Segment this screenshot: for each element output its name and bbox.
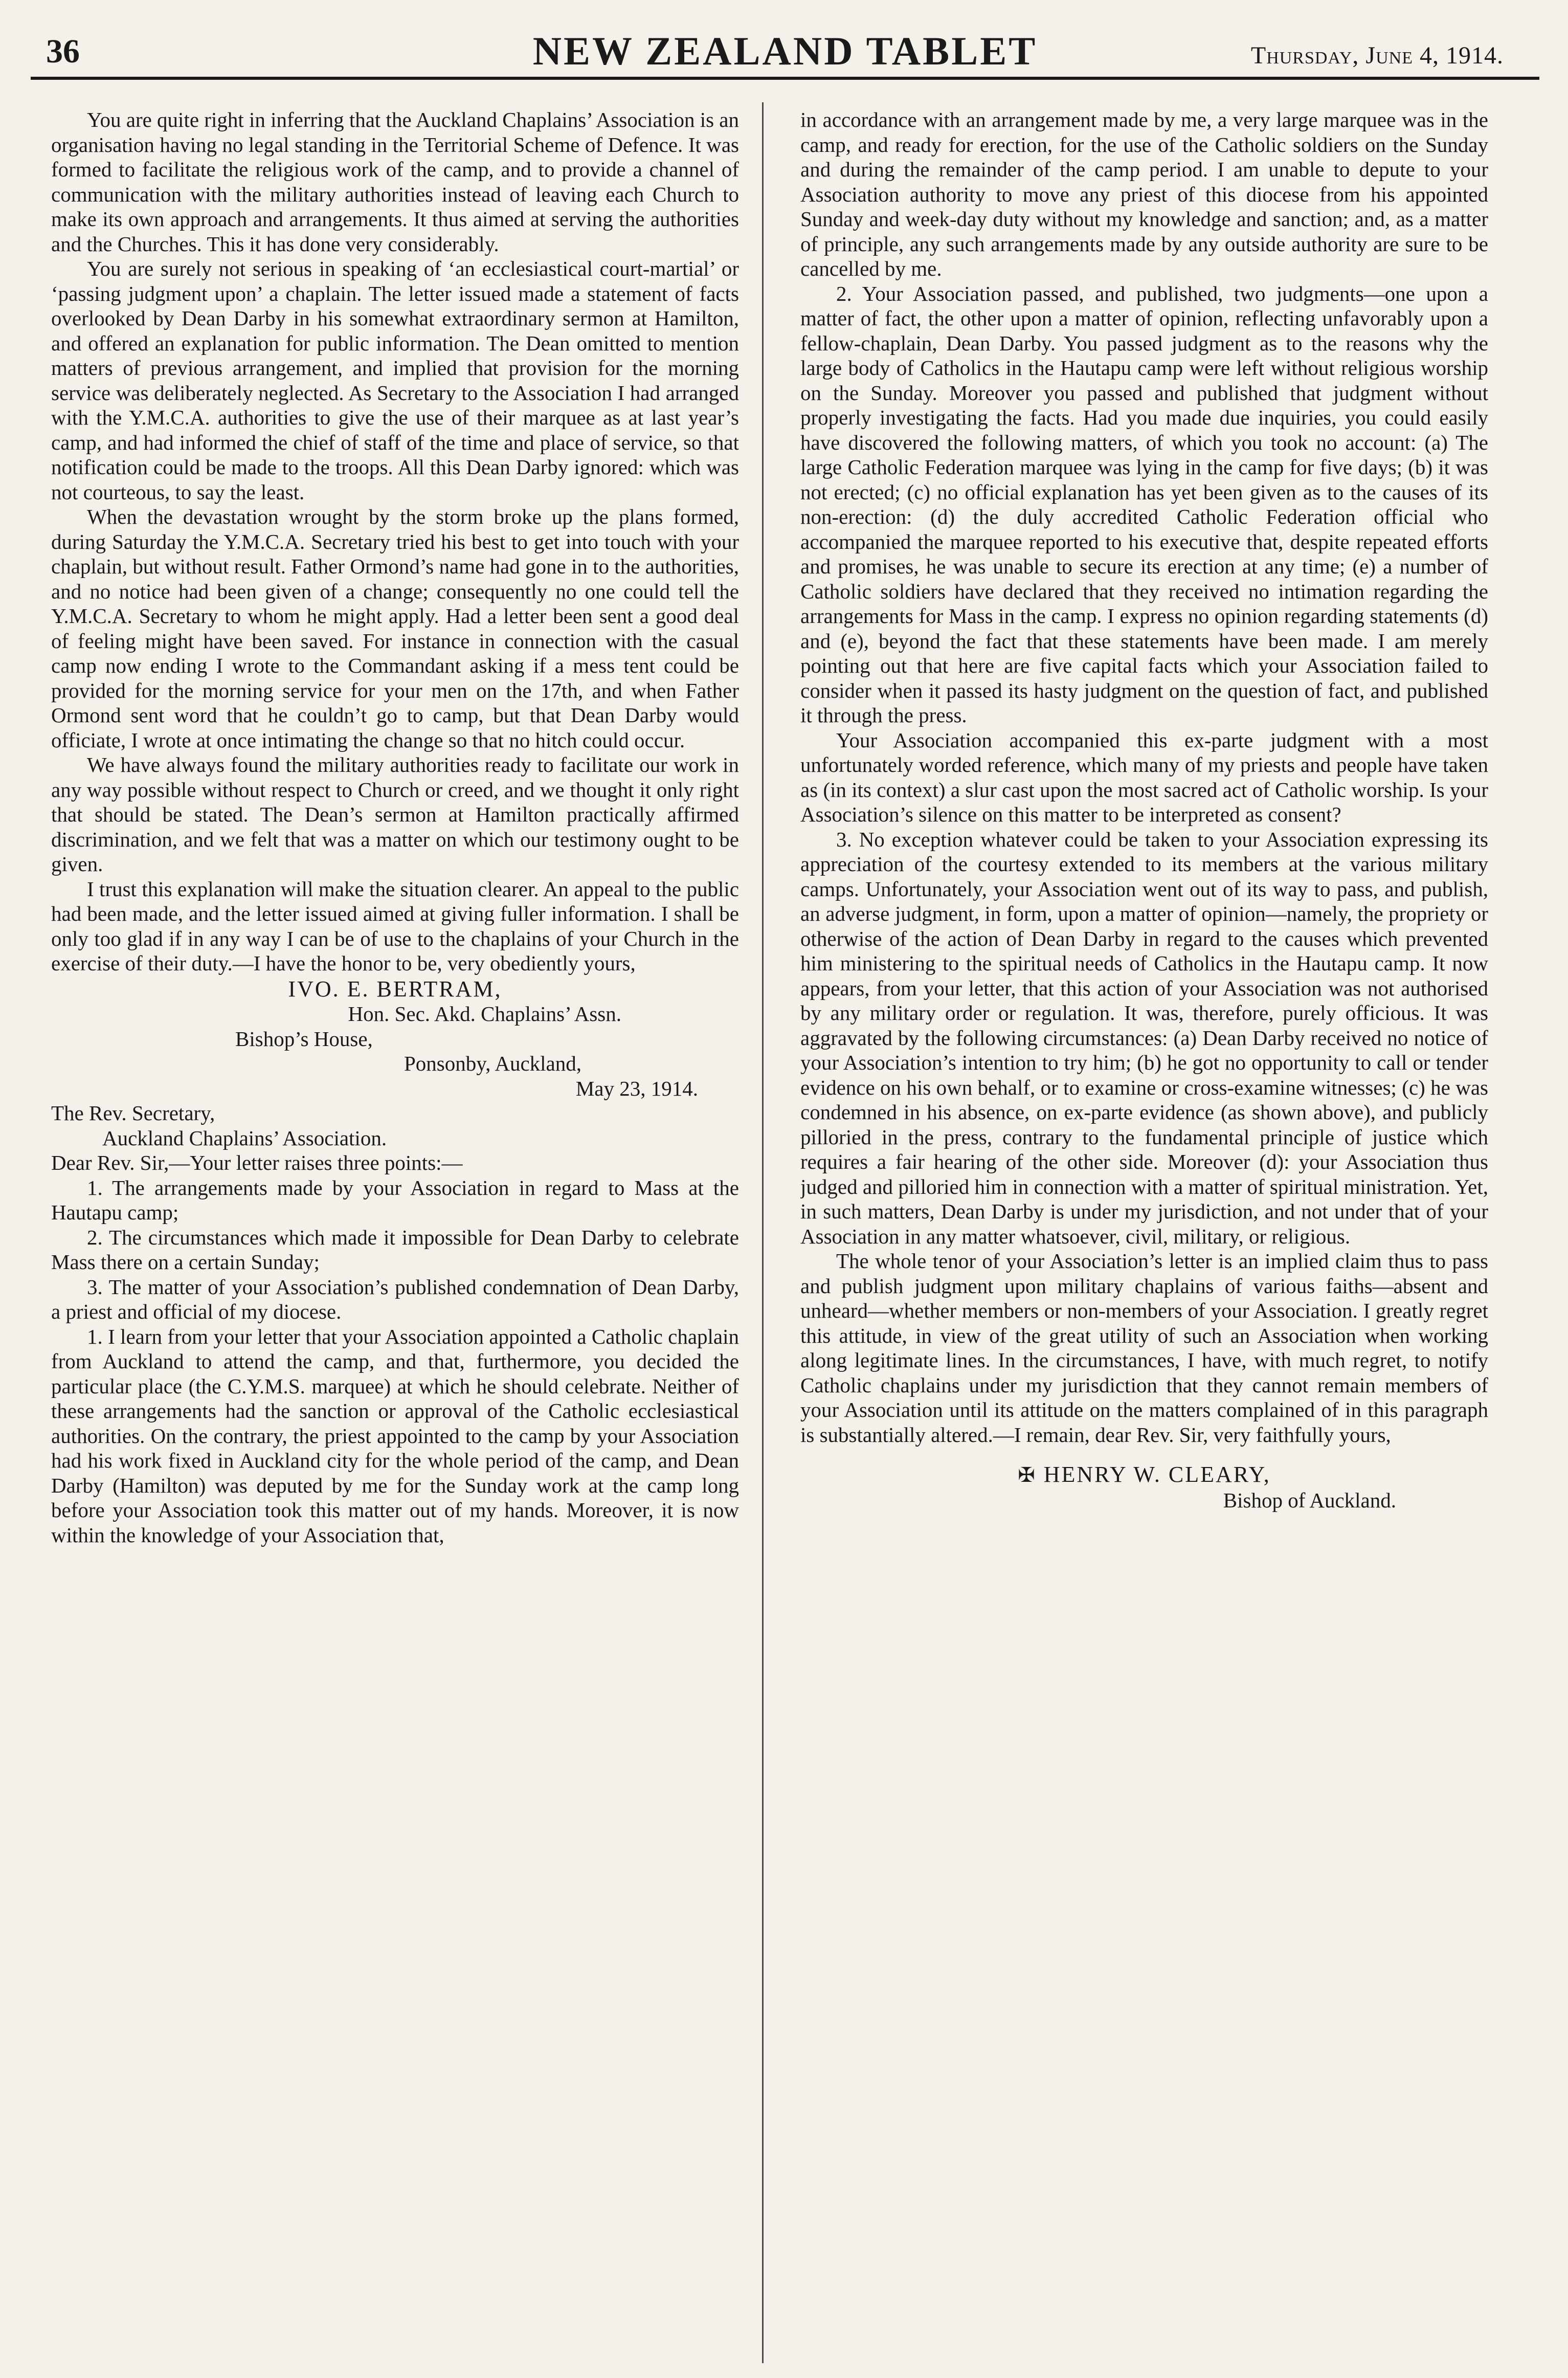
right-column bbox=[800, 107, 1488, 2368]
list-item: 2. The circumstances which made it impossible for Dean Darby to celebrate Mass there on a certain Sunday; bbox=[51, 1225, 739, 1274]
issue-date: Thursday, June 4, 1914. bbox=[1250, 42, 1504, 69]
signature-name: HENRY W. CLEARY, bbox=[1043, 1462, 1271, 1487]
left-column bbox=[51, 107, 739, 2368]
addressee-line: The Rev. Secretary, bbox=[51, 1101, 215, 1125]
signature-name: IVO. E. BERTRAM, bbox=[288, 976, 502, 1002]
paragraph: 1. I learn from your letter that your Association appointed a Catholic chaplain from Auckland to attend the camp, and that, furthermore, you decided the particular place (the C.Y.M.S. marquee) at which he should celebrate. Neither of these arrangements had the sanction or approval of the Catholic ecclesiastical authorities. On the contrary, the priest appointed to the camp by your Association had his work fixed in Auckland city for the whole period of the camp, and Dean Darby (Hamilton) was deputed by me for the Sunday work at the camp long before your Association took this matter out of my hands. Moreover, it is now within the knowledge of your Association that, bbox=[51, 1324, 739, 1547]
list-item: 3. The matter of your Association’s published condemnation of Dean Darby, a priest and official of my diocese. bbox=[51, 1275, 739, 1323]
paragraph: Your Association accompanied this ex-parte judgment with a most unfortunately worded reference, which many of my priests and people have taken as (in its context) a slur cast upon the most sacred act of Catholic worship. Is your Association’s silence on this matter to be interpreted as consent? bbox=[800, 728, 1488, 826]
letter-date: May 23, 1914. bbox=[575, 1076, 698, 1100]
salutation: Dear Rev. Sir,—Your letter raises three points:— bbox=[51, 1151, 463, 1174]
paragraph: The whole tenor of your Association’s letter is an implied claim thus to pass and publish judgment upon military chaplains of various faiths—absent and unheard—whether members or non-members of your Association. I greatly regret this attitude, in view of the great utility of such an Association when working along legitimate lines. In the circumstances, I have, with much regret, to notify Catholic chaplains under my jurisdiction that they cannot remain members of your Association until its attitude on the matters complained of in this paragraph is substantially altered.—I remain, dear Rev. Sir, very faithfully yours, bbox=[800, 1249, 1488, 1447]
newspaper-title: NEW ZEALAND TABLET bbox=[532, 29, 1038, 73]
signature-title: Hon. Sec. Akd. Chaplains’ Assn. bbox=[348, 1002, 621, 1026]
list-item: 1. The arrangements made by your Association in regard to Mass at the Hautapu camp; bbox=[51, 1175, 739, 1224]
paragraph: You are quite right in inferring that the Auckland Chaplains’ Association is an organisation having no legal standing in the Territorial Scheme of Defence. It was formed to facilitate the religious work of the camp, and to provide a channel of communication with the military authorities instead of leaving each Church to make its own approach and arrangements. It thus aimed at serving the authorities and the Churches. This it has done very considerably. bbox=[51, 108, 739, 256]
address-line: Bishop’s House, bbox=[235, 1027, 373, 1051]
points-list bbox=[51, 1175, 739, 1324]
addressee-line: Auckland Chaplains’ Association. bbox=[102, 1126, 387, 1150]
paragraph: You are surely not serious in speaking of ‘an ecclesiastical court-martial’ or ‘passing judgment upon’ a chaplain. The letter issued made a statement of facts overlooked by Dean Darby in his somewhat extraordinary sermon at Hamilton, and offered an explanation for public information. The Dean omitted to mention matters of previous arrangement, and implied that provision for the morning service was deliberately neglected. As Secretary to the Association I had arranged with the Y.M.C.A. authorities to give the use of their marquee as at last year’s camp, and had informed the chief of staff of the time and place of service, so that notification could be made to the troops. All this Dean Darby ignored: which was not courteous, to say the least. bbox=[51, 257, 739, 504]
signature-title: Bishop of Auckland. bbox=[1223, 1488, 1396, 1512]
paragraph: 3. No exception whatever could be taken to your Association expressing its appreciation of the courtesy extended to its members at the various military camps. Unfortunately, your Association went out of its way to pass, and publish, an adverse judgment, in form, upon a matter of opinion—namely, the propriety or otherwise of the action of Dean Darby in regard to the causes which prevented him ministering to the spiritual needs of Catholics in the Hautapu camp. It now appears, from your letter, that this action of your Association was not authorised by any military order or regulation. It was, therefore, purely officious. It was aggravated by the following circumstances: (a) Dean Darby received no notice of your Association’s intention to try him; (b) he got no opportunity to call or tender evidence on his own behalf, or to examine or cross-examine witnesses; (c) he was condemned in his absence, on ex-parte evidence (as shown above), and publicly pilloried in the press, contrary to the fundamental principle of justice which requires a fair hearing of the other side. Moreover (d): your Association thus judged and pilloried him in connection with a matter of spiritual ministration. Yet, in such matters, Dean Darby is under my jurisdiction, and not under that of your Association in any matter whatsoever, civil, military, or religious. bbox=[800, 827, 1488, 1248]
page-number: 36 bbox=[46, 33, 80, 70]
cross-icon: ✠ bbox=[1018, 1463, 1037, 1486]
newspaper-page bbox=[31, 0, 1539, 2378]
paragraph: We have always found the military authorities ready to facilitate our work in any way possible without respect to Church or creed, and we thought it only right that should be stated. The Dean’s sermon at Hamilton practically affirmed discrimination, and we felt that was a matter on which our testimony ought to be given. bbox=[51, 753, 739, 876]
column-divider bbox=[762, 102, 764, 2363]
address-line: Ponsonby, Auckland, bbox=[404, 1052, 581, 1075]
paragraph: 2. Your Association passed, and published, two judgments—one upon a matter of fact, the other upon a matter of opinion, reflecting unfavorably upon a fellow-chaplain, Dean Darby. You passed judgment as to the reasons why the large body of Catholics in the Hautapu camp were left without religious worship on the Sunday. Moreover you passed and published that judgment without properly investigating the facts. Had you made due inquiries, you could easily have discovered the following matters, of which you took no account: (a) The large Catholic Federation marquee was lying in the camp for five days; (b) it was not erected; (c) no official explanation has yet been given as to the causes of its non-erection: (d) the duly accredited Catholic Federation official who accompanied the marquee reported to his executive that, despite repeated efforts and promises, he was unable to secure its erection at any time; (e) a number of Catholic soldiers have declared that they received no intimation regarding the arrangements for Mass in the camp. I express no opinion regarding statements (d) and (e), beyond the fact that these statements have been made. I am merely pointing out that here are five capital facts which your Association failed to consider when it passed its hasty judgment on the question of fact, and published it through the press. bbox=[800, 281, 1488, 727]
paragraph: I trust this explanation will make the situation clearer. An appeal to the public had been made, and the letter issued aimed at giving fuller information. I shall be only too glad if in any way I can be of use to the chaplains of your Church in the exercise of their duty.—I have the honor to be, very obediently yours, bbox=[51, 877, 739, 975]
masthead bbox=[31, 23, 1539, 79]
paragraph: When the devastation wrought by the storm broke up the plans formed, during Saturday the Y.M.C.A. Secretary tried his best to get into touch with your chaplain, but without result. Father Ormond’s name had gone in to the authorities, and no notice had been given of a change; consequently no one could tell the Y.M.C.A. Secretary to whom he might apply. Had a letter been sent a good deal of feeling might have been saved. For instance in connection with the casual camp now ending I wrote to the Commandant asking if a mess tent could be provided for the morning service for your men on the 17th, and when Father Ormond sent word that he couldn’t go to camp, but that Dean Darby would officiate, I wrote at once intimating the change so that no hitch could occur. bbox=[51, 505, 739, 752]
closing-signature bbox=[800, 1462, 1488, 1488]
paragraph: in accordance with an arrangement made by me, a very large marquee was in the camp, and ready for erection, for the use of the Catholic soldiers on the Sunday and during the remainder of the camp period. I am unable to depute to your Association authority to move any priest of this diocese from his appointed Sunday and week-day duty without my knowledge and sanction; and, as a matter of principle, any such arrangements made by any outside authority are sure to be cancelled by me. bbox=[800, 108, 1488, 280]
masthead-rule bbox=[31, 77, 1539, 80]
